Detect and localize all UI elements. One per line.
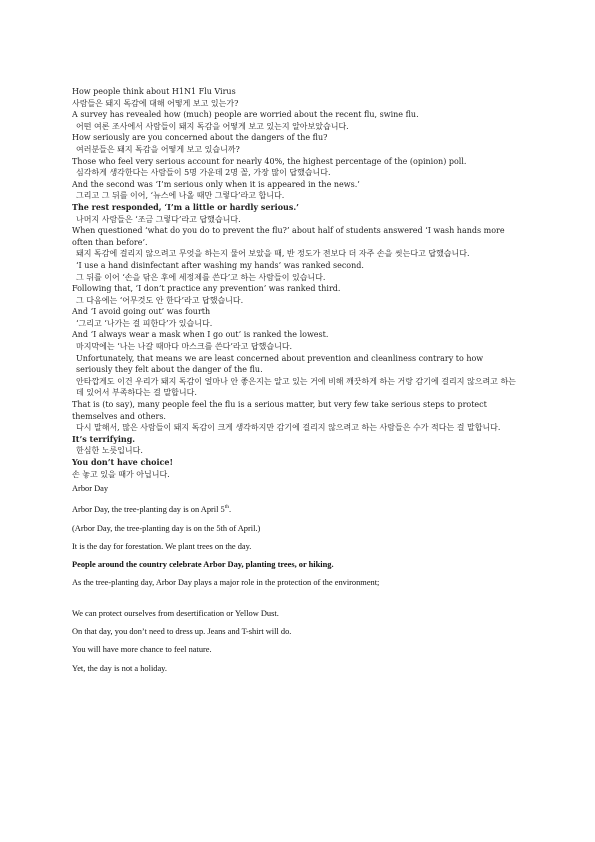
text-line: Those who feel very serious account for nearly 40%, the highest percentage of the (opinion) poll.: [72, 156, 467, 166]
arbor-day-heading: Arbor Day: [72, 484, 109, 494]
korean-line: 여러분들은 돼지 독감을 어떻게 보고 있습니까?: [76, 144, 240, 154]
korean-title-line: 사람들은 돼지 독감에 대해 어떻게 보고 있는가?: [72, 98, 239, 108]
korean-line: 심각하게 생각한다는 사람들이 5명 가운데 2명 꼴, 가장 많이 답했습니다.: [76, 168, 331, 178]
arbor-day-text: Arbor Day, the tree-planting day is on April 5: [72, 505, 225, 515]
text-paragraph: When questioned ‘what do you do to prevent the flu?’ about half of students answered ‘I wash hands more often than before’.: [72, 226, 505, 247]
bold-text-line: You don’t have choice!: [72, 457, 174, 467]
text-paragraph: That is (to say), many people feel the flu is a serious matter, but very few take serious steps to protect themselves and others.: [72, 400, 487, 421]
text-line: Following that, ‘I don’t practice any prevention’ was ranked third.: [72, 284, 341, 294]
korean-line: 그 뒤를 이어 ‘손을 닦은 후에 세정제를 쓴다’고 하는 사람들이 있습니다.: [76, 272, 326, 282]
korean-paragraph: 안타깝게도 이건 우리가 돼지 독감이 얼마나 안 좋은지는 알고 있는 거에 비해 깨끗하게 하는 거랑 감기에 걸리지 않으려고 하는 데 있어서 부족하다는 걸 말합니다.: [76, 376, 516, 398]
text-line: And ‘I always wear a mask when I go out’ is ranked the lowest.: [72, 330, 329, 340]
arbor-day-period: .: [229, 505, 232, 515]
arbor-day-line: (Arbor Day, the tree-planting day is on the 5th of April.): [72, 523, 261, 533]
arbor-day-line: As the tree-planting day, Arbor Day plays a major role in the protection of the environment;: [72, 578, 380, 588]
korean-line: 어떤 여론 조사에서 사람들이 돼지 독감을 어떻게 보고 있는지 알아보았습니다.: [76, 121, 349, 131]
ordinal-suffix: th: [224, 504, 230, 511]
arbor-day-line: [72, 498, 522, 519]
text-paragraph: Unfortunately, that means we are least concerned about prevention and cleanliness contrary to how seriously they felt about the danger of the flu.: [76, 353, 484, 375]
text-line: A survey has revealed how (much) people are worried about the recent flu, swine flu.: [72, 110, 419, 120]
korean-line: ‘그리고 ‘나가는 걸 피한다’가 있습니다.: [76, 318, 213, 328]
arbor-day-line: You will have more chance to feel nature.: [72, 645, 212, 655]
text-line: How seriously are you concerned about the dangers of the flu?: [72, 133, 328, 143]
bold-text-line: The rest responded, ‘I’m a little or hardly serious.’: [72, 201, 299, 212]
title-line: How people think about H1N1 Flu Virus: [72, 87, 236, 96]
text-line: And the second was ‘I’m serious only when it is appeared in the news.’: [72, 179, 360, 189]
arbor-day-line: Yet, the day is not a holiday.: [72, 663, 167, 673]
text-line: And ‘I avoid going out’ was fourth: [72, 307, 211, 317]
korean-line: 마지막에는 ‘나는 나갈 때마다 마스크를 쓴다’라고 답했습니다.: [76, 342, 293, 352]
bold-text-line: It’s terrifying.: [72, 433, 136, 444]
arbor-day-bold-line: People around the country celebrate Arbor Day, planting trees, or hiking.: [72, 560, 334, 570]
arbor-day-line: We can protect ourselves from desertification or Yellow Dust.: [72, 608, 279, 618]
korean-line: 그 다음에는 ‘어무것도 안 한다’라고 답했습니다.: [76, 295, 244, 305]
korean-paragraph: 돼지 독감에 걸리지 않으려고 무엇을 하는지 물어 보았을 때, 반 정도가 전보다 더 자주 손을 씻는다고 답했습니다.: [76, 249, 470, 259]
korean-line: 한심한 노릇입니다.: [76, 446, 143, 456]
korean-line: 그리고 그 뒤를 이어, ‘뉴스에 나올 때만 그렇다’라고 합니다.: [76, 191, 285, 201]
arbor-day-line: On that day, you don’t need to dress up. Jeans and T-shirt will do.: [72, 627, 292, 637]
arbor-day-line: It is the day for forestation. We plant trees on the day.: [72, 541, 252, 551]
korean-paragraph: 다시 말해서, 많은 사람들이 돼지 독감이 크게 생각하지만 감기에 걸리지 않으려고 하는 사람들은 수가 적다는 걸 말합니다.: [76, 423, 501, 433]
paragraph-gap: [72, 593, 522, 605]
korean-line: 손 놓고 있을 때가 아닙니다.: [72, 469, 170, 479]
korean-line: 나머지 사람들은 ‘조금 그렇다’라고 답했습니다.: [76, 214, 241, 224]
text-line: ‘I use a hand disinfectant after washing my hands’ was ranked second.: [76, 260, 364, 270]
document-body: [72, 86, 522, 678]
